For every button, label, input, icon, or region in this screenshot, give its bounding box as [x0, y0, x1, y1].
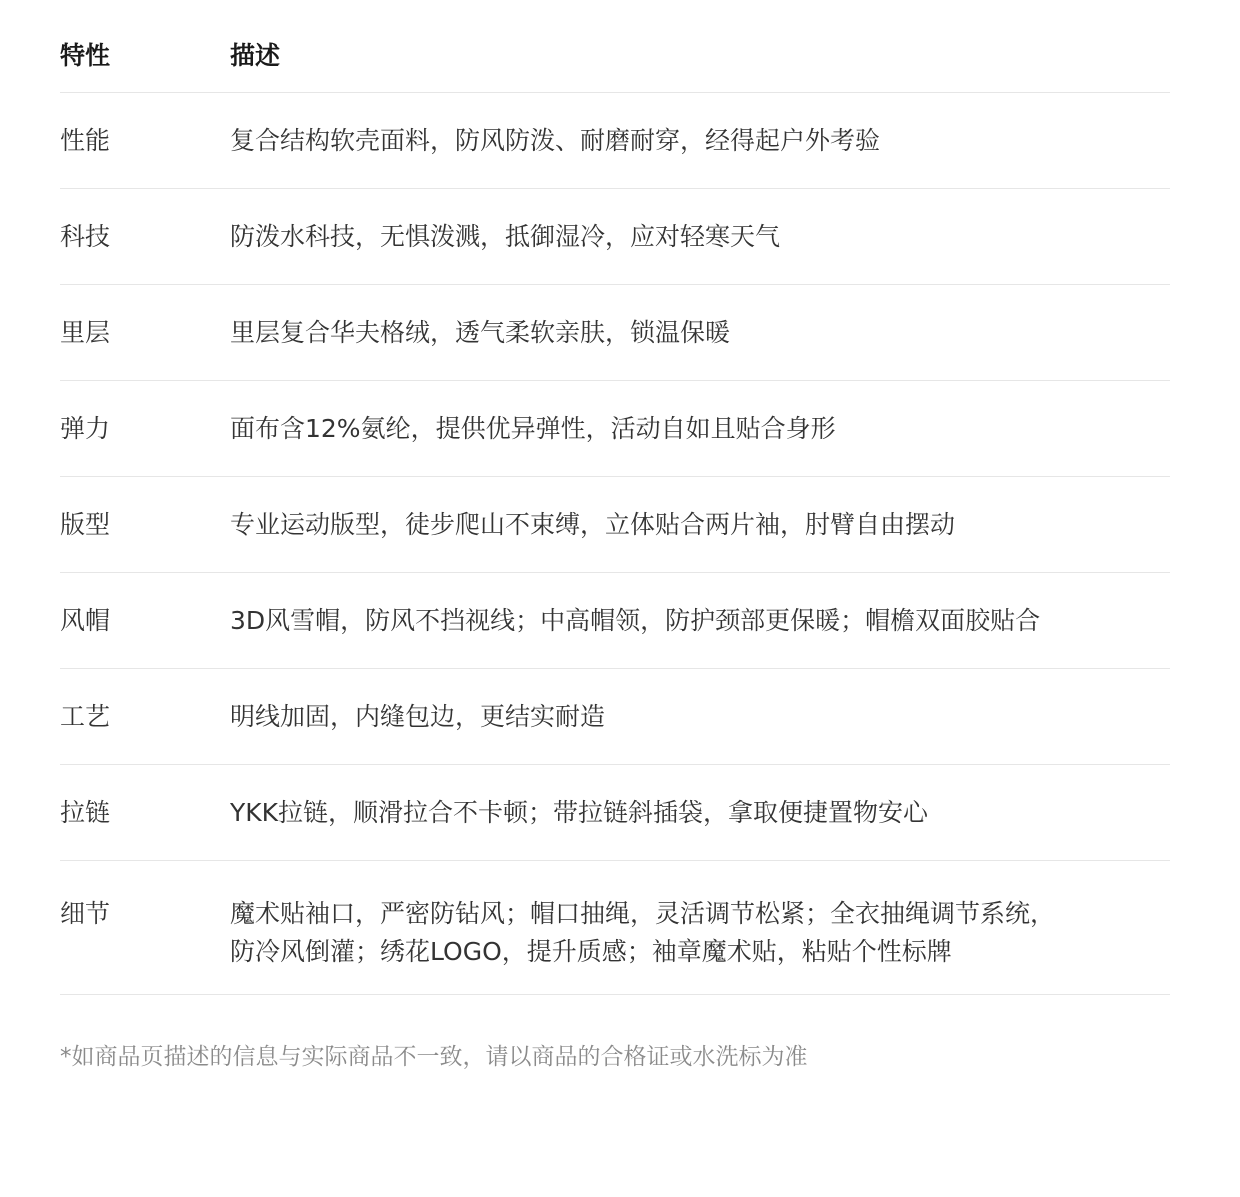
- description-line: 防冷风倒灌；绣花LOGO，提升质感；袖章魔术贴，粘贴个性标牌: [230, 937, 952, 966]
- description-cell: [230, 895, 1170, 971]
- description-cell: YKK拉链，顺滑拉合不卡顿；带拉链斜插袋，拿取便捷置物安心: [230, 797, 929, 827]
- header-description: 描述: [230, 41, 281, 70]
- description-cell: 防泼水科技，无惧泼溅，抵御湿冷，应对轻寒天气: [230, 221, 781, 251]
- table-row: [60, 573, 1170, 669]
- spec-table: [60, 20, 1170, 995]
- table-row: [60, 93, 1170, 189]
- disclaimer-footnote: *如商品页描述的信息与实际商品不一致，请以商品的合格证或水洗标为准: [60, 1044, 808, 1070]
- description-cell: 专业运动版型，徒步爬山不束缚，立体贴合两片袖，肘臂自由摆动: [230, 509, 956, 539]
- table-row: [60, 669, 1170, 765]
- feature-cell: 性能: [60, 125, 111, 155]
- feature-cell: 风帽: [60, 605, 111, 635]
- table-row: [60, 477, 1170, 573]
- description-cell: 复合结构软壳面料，防风防泼、耐磨耐穿，经得起户外考验: [230, 125, 881, 155]
- feature-cell: 细节: [60, 899, 111, 928]
- table-header-row: [60, 20, 1170, 93]
- description-cell: 明线加固，内缝包边，更结实耐造: [230, 701, 606, 731]
- description-cell: 面布含12%氨纶，提供优异弹性，活动自如且贴合身形: [230, 413, 836, 443]
- header-feature: 特性: [60, 41, 111, 70]
- feature-cell: 弹力: [60, 413, 111, 443]
- table-row: [60, 861, 1170, 995]
- description-line: 魔术贴袖口，严密防钻风；帽口抽绳，灵活调节松紧；全衣抽绳调节系统，: [230, 899, 1056, 928]
- feature-cell: 里层: [60, 317, 111, 347]
- table-row: [60, 765, 1170, 861]
- table-row: [60, 381, 1170, 477]
- table-row: [60, 189, 1170, 285]
- feature-cell: 科技: [60, 221, 111, 251]
- table-row: [60, 285, 1170, 381]
- feature-cell: 拉链: [60, 797, 111, 827]
- description-cell: 里层复合华夫格绒，透气柔软亲肤，锁温保暖: [230, 317, 731, 347]
- description-cell: 3D风雪帽，防风不挡视线；中高帽领，防护颈部更保暖；帽檐双面胶贴合: [230, 605, 1041, 635]
- feature-cell: 版型: [60, 509, 111, 539]
- feature-cell: 工艺: [60, 701, 111, 731]
